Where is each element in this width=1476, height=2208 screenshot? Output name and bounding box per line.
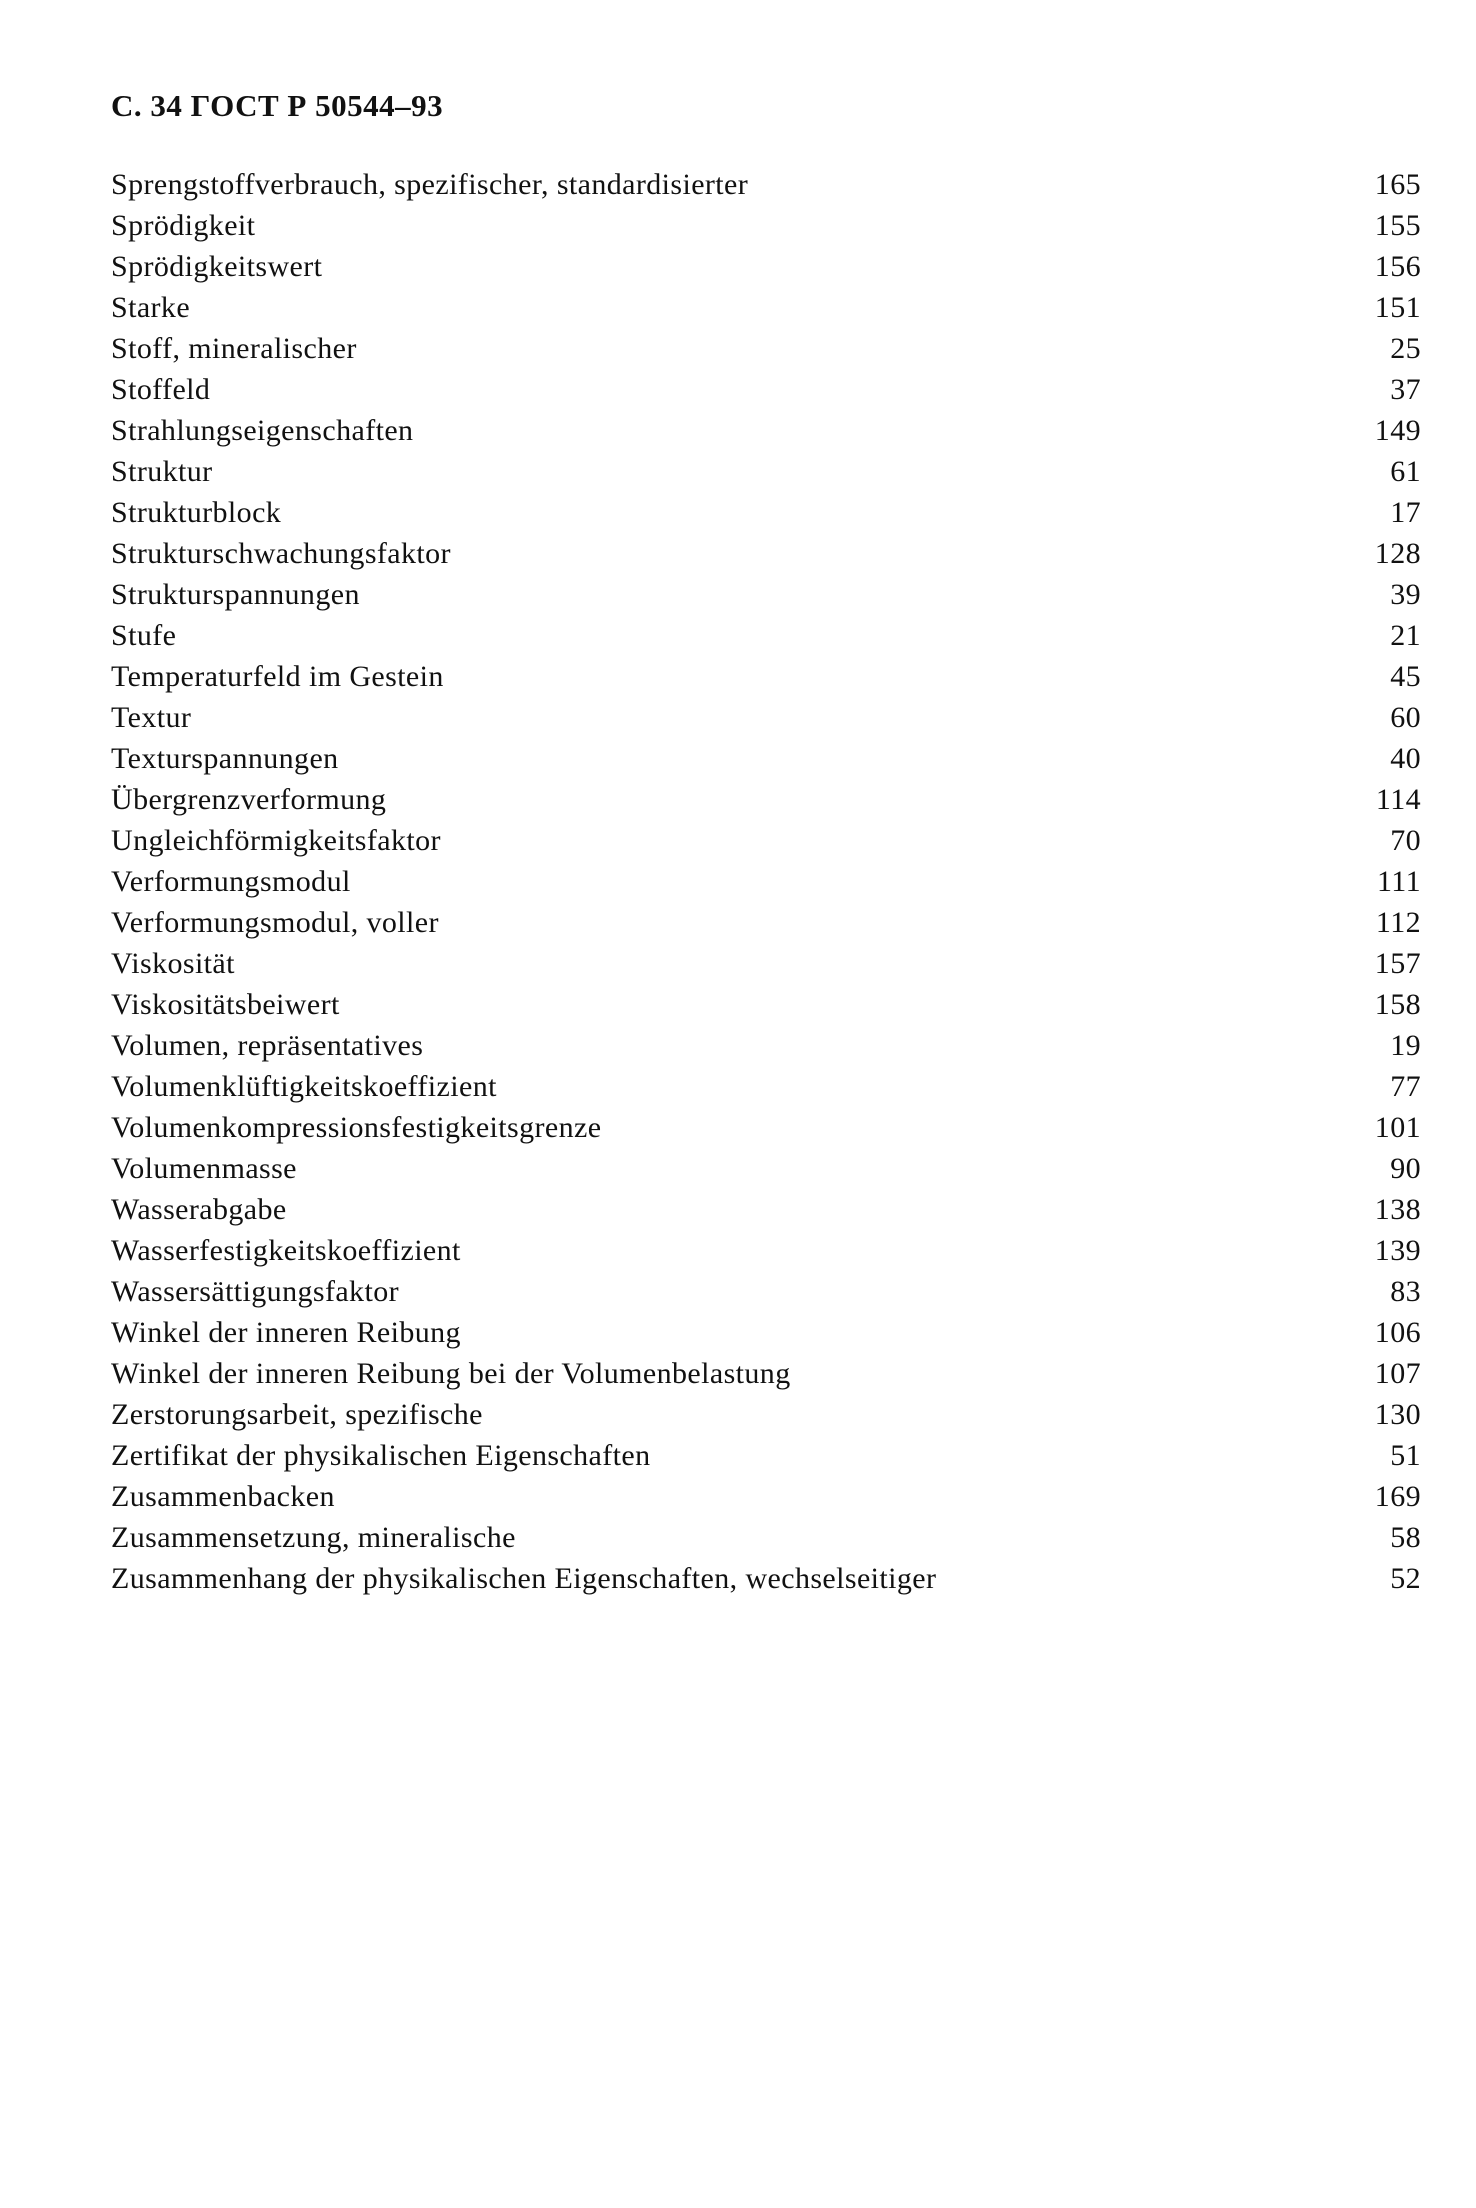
index-term: Stoff, mineralischer — [111, 332, 357, 365]
index-term: Sprödigkeit — [111, 209, 256, 242]
index-number: 138 — [1374, 1193, 1421, 1226]
index-entry — [111, 1025, 1421, 1066]
index-entry — [111, 615, 1421, 656]
index-term: Strukturschwachungsfaktor — [111, 537, 451, 570]
index-entry — [111, 1066, 1421, 1107]
index-term: Ungleichförmigkeitsfaktor — [111, 824, 441, 857]
index-term: Wasserabgabe — [111, 1193, 287, 1226]
index-term: Textur — [111, 701, 192, 734]
index-entry — [111, 328, 1421, 369]
index-term: Viskosität — [111, 947, 235, 980]
index-entry — [111, 1517, 1421, 1558]
index-entry — [111, 164, 1421, 205]
index-term: Sprödigkeitswert — [111, 250, 323, 283]
index-term: Struktur — [111, 455, 213, 488]
index-number: 70 — [1390, 824, 1421, 857]
index-list — [111, 164, 1421, 1599]
index-entry — [111, 533, 1421, 574]
index-number: 157 — [1374, 947, 1421, 980]
index-number: 130 — [1374, 1398, 1421, 1431]
index-term: Volumenkompressionsfestigkeitsgrenze — [111, 1111, 602, 1144]
index-entry — [111, 861, 1421, 902]
index-term: Zertifikat der physikalischen Eigenschaften — [111, 1439, 651, 1472]
index-entry — [111, 1394, 1421, 1435]
index-term: Volumenklüftigkeitskoeffizient — [111, 1070, 497, 1103]
index-entry — [111, 451, 1421, 492]
index-number: 37 — [1390, 373, 1421, 406]
index-term: Stufe — [111, 619, 177, 652]
index-number: 40 — [1390, 742, 1421, 775]
index-term: Stoffeld — [111, 373, 211, 406]
index-number: 114 — [1375, 783, 1421, 816]
index-number: 155 — [1374, 209, 1421, 242]
index-number: 19 — [1390, 1029, 1421, 1062]
index-number: 45 — [1390, 660, 1421, 693]
page-header: С. 34 ГОСТ Р 50544–93 — [111, 88, 444, 123]
index-term: Sprengstoffverbrauch, spezifischer, standardisierter — [111, 168, 749, 201]
index-number: 128 — [1374, 537, 1421, 570]
index-number: 61 — [1390, 455, 1421, 488]
index-number: 39 — [1390, 578, 1421, 611]
index-number: 149 — [1374, 414, 1421, 447]
index-term: Zusammensetzung, mineralische — [111, 1521, 516, 1554]
index-term: Zusammenhang der physikalischen Eigenschaften, wechselseitiger — [111, 1562, 937, 1595]
index-term: Wasserfestigkeitskoeffizient — [111, 1234, 461, 1267]
index-entry — [111, 574, 1421, 615]
index-term: Temperaturfeld im Gestein — [111, 660, 444, 693]
index-number: 52 — [1390, 1562, 1421, 1595]
index-number: 101 — [1374, 1111, 1421, 1144]
index-number: 83 — [1390, 1275, 1421, 1308]
index-entry — [111, 246, 1421, 287]
index-entry — [111, 1558, 1421, 1599]
index-number: 17 — [1390, 496, 1421, 529]
index-term: Strukturspannungen — [111, 578, 360, 611]
index-entry — [111, 1107, 1421, 1148]
index-entry — [111, 779, 1421, 820]
index-entry — [111, 1230, 1421, 1271]
index-number: 151 — [1374, 291, 1421, 324]
index-number: 165 — [1374, 168, 1421, 201]
index-entry — [111, 902, 1421, 943]
index-number: 169 — [1374, 1480, 1421, 1513]
index-term: Zusammenbacken — [111, 1480, 335, 1513]
index-term: Wassersättigungsfaktor — [111, 1275, 399, 1308]
index-term: Strahlungseigenschaften — [111, 414, 414, 447]
index-term: Texturspannungen — [111, 742, 339, 775]
index-number: 106 — [1374, 1316, 1421, 1349]
index-number: 60 — [1390, 701, 1421, 734]
index-term: Volumen, repräsentatives — [111, 1029, 424, 1062]
index-entry — [111, 1476, 1421, 1517]
index-term: Übergrenzverformung — [111, 783, 387, 816]
index-entry — [111, 738, 1421, 779]
index-term: Strukturblock — [111, 496, 282, 529]
index-entry — [111, 1435, 1421, 1476]
index-term: Verformungsmodul — [111, 865, 351, 898]
index-number: 139 — [1374, 1234, 1421, 1267]
index-number: 58 — [1390, 1521, 1421, 1554]
index-entry — [111, 697, 1421, 738]
index-term: Winkel der inneren Reibung — [111, 1316, 461, 1349]
index-entry — [111, 1271, 1421, 1312]
index-entry — [111, 943, 1421, 984]
index-entry — [111, 369, 1421, 410]
index-term: Zerstorungsarbeit, spezifische — [111, 1398, 483, 1431]
index-entry — [111, 1189, 1421, 1230]
index-term: Volumenmasse — [111, 1152, 297, 1185]
index-entry — [111, 984, 1421, 1025]
index-number: 112 — [1375, 906, 1421, 939]
index-entry — [111, 820, 1421, 861]
index-entry — [111, 205, 1421, 246]
index-number: 21 — [1390, 619, 1421, 652]
index-number: 51 — [1390, 1439, 1421, 1472]
index-number: 77 — [1390, 1070, 1421, 1103]
index-number: 25 — [1390, 332, 1421, 365]
index-entry — [111, 656, 1421, 697]
index-term: Winkel der inneren Reibung bei der Volumenbelastung — [111, 1357, 791, 1390]
index-term: Starke — [111, 291, 191, 324]
index-entry — [111, 1148, 1421, 1189]
index-entry — [111, 410, 1421, 451]
index-number: 111 — [1377, 865, 1421, 898]
index-entry — [111, 492, 1421, 533]
index-entry — [111, 1353, 1421, 1394]
index-entry — [111, 287, 1421, 328]
index-entry — [111, 1312, 1421, 1353]
index-number: 90 — [1390, 1152, 1421, 1185]
index-number: 107 — [1374, 1357, 1421, 1390]
index-number: 156 — [1374, 250, 1421, 283]
index-number: 158 — [1374, 988, 1421, 1021]
index-term: Viskositätsbeiwert — [111, 988, 340, 1021]
index-term: Verformungsmodul, voller — [111, 906, 439, 939]
